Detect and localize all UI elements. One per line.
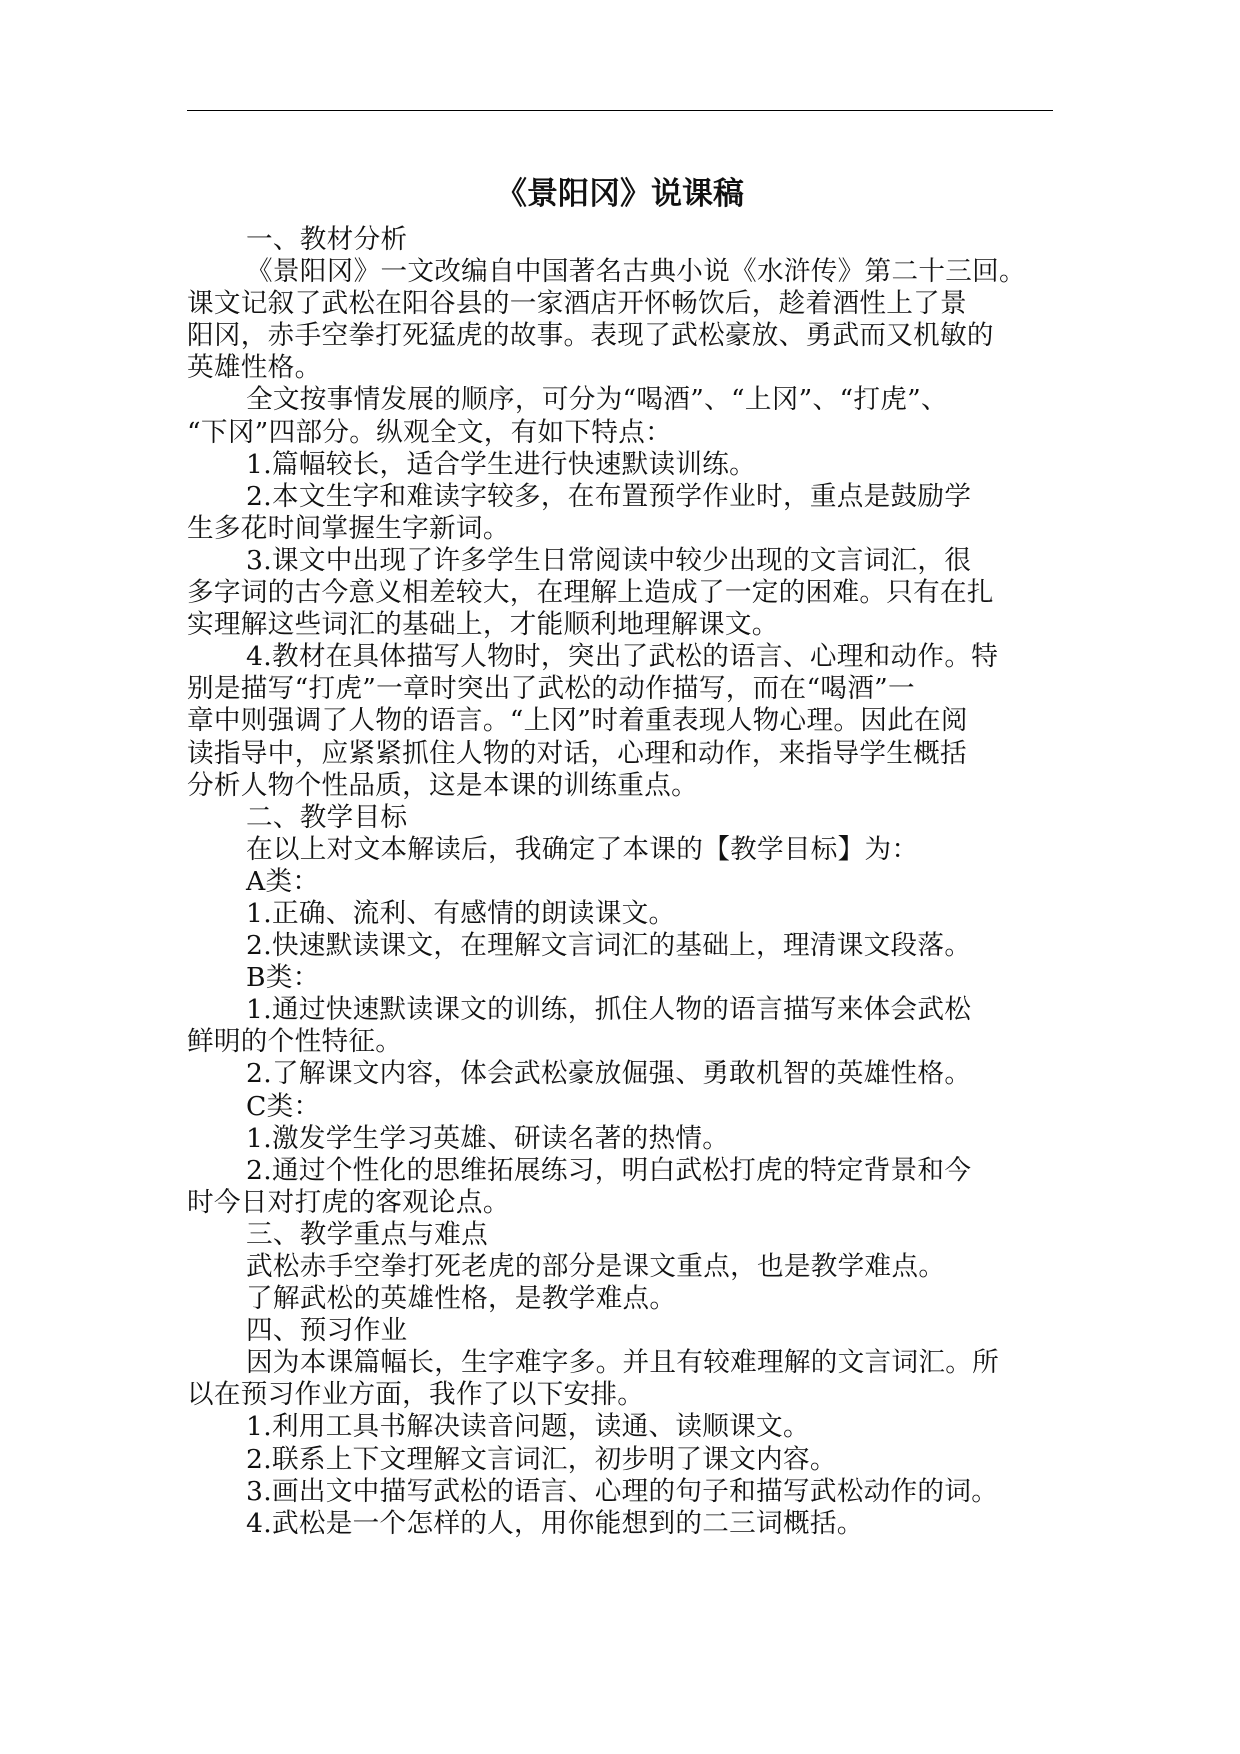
text-line: 生多花时间掌握生字新词。 [187,512,510,544]
text-line: 三、教学重点与难点 [246,1218,489,1250]
text-line: 1.正确、流利、有感情的朗读课文。 [246,897,676,929]
text-line: 2.快速默读课文，在理解文言词汇的基础上，理清课文段落。 [246,930,972,962]
document-title: 《景阳冈》说课稿 [496,176,744,212]
text-line: 课文记叙了武松在阳谷县的一家酒店开怀畅饮后，趁着酒性上了景 [187,288,967,320]
text-line: 了解武松的英雄性格，是教学难点。 [246,1283,677,1315]
text-line: 以在预习作业方面，我作了以下安排。 [187,1379,645,1411]
text-line: 4.教材在具体描写人物时，突出了武松的语言、心理和动作。特 [246,641,999,673]
text-line: 1.激发学生学习英雄、研读名著的热情。 [246,1122,730,1154]
text-line: 别是描写“打虎”一章时突出了武松的动作描写，而在“喝酒”一 [187,673,915,705]
text-line: 二、教学目标 [246,801,408,833]
text-line: A类： [246,865,320,897]
document-body [187,224,1067,1540]
text-line: 一、教材分析 [246,224,408,255]
text-line: 多字词的古今意义相差较大，在理解上造成了一定的困难。只有在扎 [187,577,994,609]
text-line: 时今日对打虎的客观论点。 [187,1186,510,1218]
text-line: 在以上对文本解读后，我确定了本课的【教学目标】为： [246,833,919,865]
text-line: 2.联系上下文理解文言词汇，初步明了课文内容。 [246,1443,837,1475]
text-line: 2.了解课文内容，体会武松豪放倔强、勇敢机智的英雄性格。 [246,1058,972,1090]
text-line: 章中则强调了人物的语言。“上冈”时着重表现人物心理。因此在阅 [187,705,968,737]
text-line: 分析人物个性品质，这是本课的训练重点。 [187,769,698,801]
text-line: 2.本文生字和难读字较多，在布置预学作业时，重点是鼓励学 [246,480,972,512]
text-line: 四、预习作业 [246,1315,408,1347]
text-line: 武松赤手空拳打死老虎的部分是课文重点，也是教学难点。 [246,1251,946,1282]
text-line: 3.画出文中描写武松的语言、心理的句子和描写武松动作的词。 [246,1475,999,1507]
text-line: 2.通过个性化的思维拓展练习，明白武松打虎的特定背景和今 [246,1154,972,1186]
text-line: 读指导中，应紧紧抓住人物的对话，心理和动作，来指导学生概括 [187,737,967,769]
text-line: 英雄性格。 [187,352,322,384]
text-line: B类： [246,962,320,994]
header-rule [187,110,1053,111]
text-line: 《景阳冈》一文改编自中国著名古典小说《水浒传》第二十三回。 [246,256,1026,288]
text-line: “下冈”四部分。纵观全文，有如下特点： [187,416,672,448]
text-line: 鲜明的个性特征。 [187,1026,403,1058]
text-line: 4.武松是一个怎样的人，用你能想到的二三词概括。 [246,1507,864,1539]
text-line: 3.课文中出现了许多学生日常阅读中较少出现的文言词汇，很 [246,544,972,576]
text-line: 实理解这些词汇的基础上，才能顺利地理解课文。 [187,609,779,641]
text-line: 因为本课篇幅长，生字难字多。并且有较难理解的文言词汇。所 [246,1347,1000,1379]
text-line: 1.篇幅较长，适合学生进行快速默读训练。 [246,448,757,480]
text-line: 阳冈，赤手空拳打死猛虎的故事。表现了武松豪放、勇武而又机敏的 [187,320,994,352]
text-line: 1.通过快速默读课文的训练，抓住人物的语言描写来体会武松 [246,994,972,1026]
text-line: 1.利用工具书解决读音问题，读通、读顺课文。 [246,1411,810,1443]
text-line: C类： [246,1090,321,1122]
text-line: 全文按事情发展的顺序，可分为“喝酒”、“上冈”、“打虎”、 [246,384,948,416]
